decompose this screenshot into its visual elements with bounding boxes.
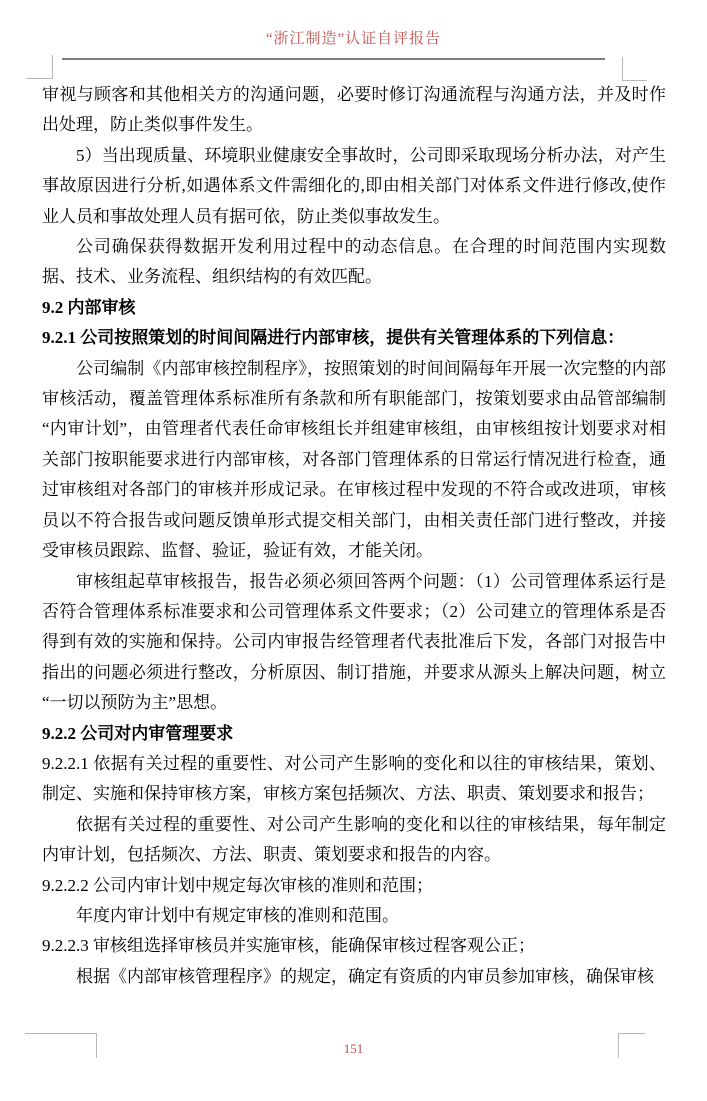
clause-9-2-2-2: 9.2.2.2 公司内审计划中规定每次审核的准则和范围； [42, 875, 433, 895]
para-internal-audit-program: 公司编制《内部审核控制程序》，按照策划的时间间隔每年开展一次完整的内部审核活动，覆盖管理体系标准所有条款和所有职能部门，按策划要求由品管部编制“内审计划”，由管理者代表任命审核组长并组建审核组，由审核组按计划要求对相关部门按职能要求进行内部审核，对各部门管理体系的日常运行情况进行检查，通过审核组对各部门的审核并形成记录。在审核过程中发现的不符合或改进项，审核员以不符合报告或问题反馈单形式提交相关部门，由相关责任部门进行整改，并接受审核员跟踪、监督、验证，验证有效，才能关闭。 [42, 358, 666, 561]
clause-9-2-2-1: 9.2.2.1 依据有关过程的重要性、对公司产生影响的变化和以往的审核结果，策划、制定、实施和保持审核方案，审核方案包括频次、方法、职责、策划要求和报告； [42, 753, 666, 804]
para-audit-report: 审核组起草审核报告，报告必须必须回答两个问题：（1）公司管理体系运行是否符合管理体系标准要求和公司管理体系文件要求；（2）公司建立的管理体系是否得到有效的实施和保持。公司内审报告经管理者代表批准后下发，各部门对报告中指出的问题必须进行整改，分析原因、制订措施，并要求从源头上解决问题，树立“一切以预防为主”思想。 [42, 571, 666, 713]
heading-9-2-1: 9.2.1 公司按照策划的时间间隔进行内部审核，提供有关管理体系的下列信息： [42, 328, 625, 348]
para-communication-review: 审视与顾客和其他相关方的沟通问题，必要时修订沟通流程与沟通方法，并及时作出处理，防止类似事件发生。 [42, 85, 666, 135]
para-incident-item-5: 5）当出现质量、环境职业健康安全事故时，公司即采取现场分析办法，对产生事故原因进行分析,如遇体系文件需细化的,即由相关部门对体系文件进行修改,使作业人员和事故处理人员有据可依，防止类似事故发生。 [42, 145, 666, 226]
heading-9-2: 9.2 内部审核 [42, 297, 136, 317]
document-body [42, 80, 666, 992]
page-header-title: “浙江制造”认证自评报告 [265, 31, 442, 47]
crop-mark-top-right [622, 57, 647, 81]
para-qualified-auditors: 根据《内部审核管理程序》的规定，确定有资质的内审员参加审核，确保审核 [76, 966, 654, 986]
para-plan-criteria-scope: 年度内审计划中有规定审核的准则和范围。 [76, 905, 399, 925]
heading-9-2-2: 9.2.2 公司对内审管理要求 [42, 723, 234, 743]
para-annual-audit-plan: 依据有关过程的重要性、对公司产生影响的变化和以往的审核结果，每年制定内审计划，包括频次、方法、职责、策划要求和报告的内容。 [42, 814, 666, 865]
clause-9-2-2-3: 9.2.2.3 审核组选择审核员并实施审核，能确保审核过程客观公正； [42, 936, 535, 956]
para-data-dynamic-info: 公司确保获得数据开发利用过程中的动态信息。在合理的时间范围内实现数据、技术、业务流程、组织结构的有效匹配。 [42, 237, 666, 287]
header-divider [62, 58, 605, 60]
crop-mark-top-left [26, 55, 53, 79]
page-number: 151 [343, 1041, 364, 1056]
